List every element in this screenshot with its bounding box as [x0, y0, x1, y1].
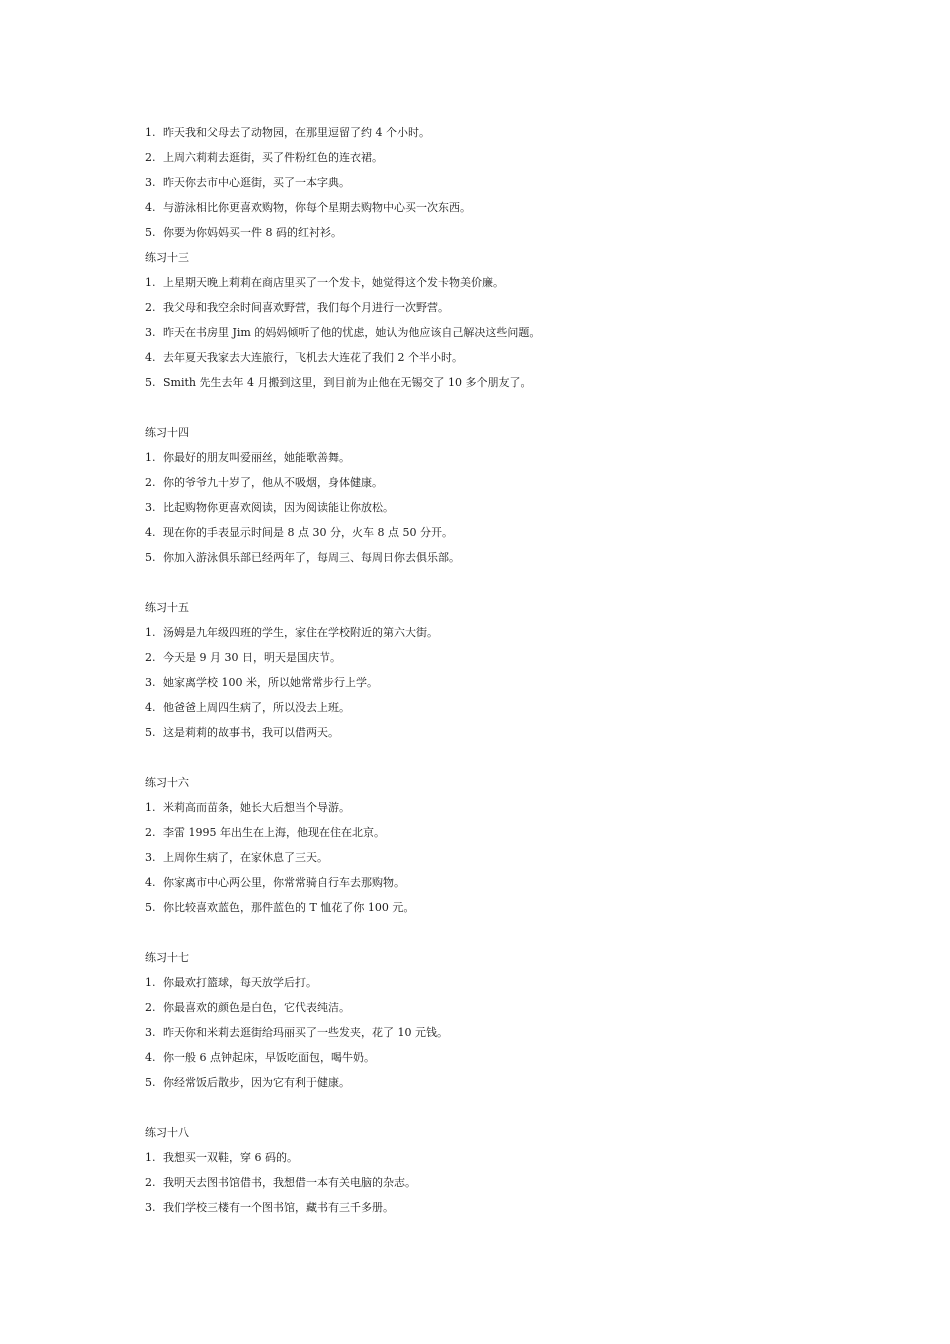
- item-number: 3.: [145, 851, 156, 864]
- item-number: 1.: [145, 976, 156, 989]
- document-page: [145, 120, 845, 1220]
- blank-line: [145, 920, 845, 945]
- item-number: 4.: [145, 701, 156, 714]
- item-text: 你最喜欢的颜色是白色，它代表纯洁。: [163, 1001, 350, 1014]
- item-number: 5.: [145, 226, 156, 239]
- item-number: 3.: [145, 176, 156, 189]
- section-title: 练习十八: [145, 1126, 189, 1139]
- item-number: 2.: [145, 651, 156, 664]
- item-text: 她家离学校 100 米，所以她常常步行上学。: [163, 676, 378, 689]
- list-item: [145, 695, 845, 720]
- item-text: 我想买一双鞋，穿 6 码的。: [163, 1151, 298, 1164]
- item-text: 与游泳相比你更喜欢购物，你每个星期去购物中心买一次东西。: [163, 201, 471, 214]
- item-number: 1.: [145, 801, 156, 814]
- section-title: 练习十六: [145, 776, 189, 789]
- item-text: 去年夏天我家去大连旅行，飞机去大连花了我们 2 个半小时。: [163, 351, 463, 364]
- item-text: 他爸爸上周四生病了，所以没去上班。: [163, 701, 350, 714]
- list-item: [145, 1170, 845, 1195]
- item-text: 我父母和我空余时间喜欢野营，我们每个月进行一次野营。: [163, 301, 449, 314]
- list-item: [145, 1070, 845, 1095]
- item-number: 1.: [145, 276, 156, 289]
- section-title: 练习十三: [145, 251, 189, 264]
- item-text: 上周你生病了，在家休息了三天。: [163, 851, 328, 864]
- item-number: 4.: [145, 876, 156, 889]
- section-title: 练习十七: [145, 951, 189, 964]
- item-number: 1.: [145, 1151, 156, 1164]
- list-item: [145, 1020, 845, 1045]
- item-text: 昨天你去市中心逛街，买了一本字典。: [163, 176, 350, 189]
- item-text: 你经常饭后散步，因为它有利于健康。: [163, 1076, 350, 1089]
- list-item: [145, 870, 845, 895]
- item-number: 1.: [145, 126, 156, 139]
- item-number: 2.: [145, 301, 156, 314]
- blank-line: [145, 1095, 845, 1120]
- list-item: [145, 845, 845, 870]
- list-item: [145, 995, 845, 1020]
- list-item: [145, 120, 845, 145]
- exercise-section: [145, 595, 845, 745]
- item-number: 4.: [145, 1051, 156, 1064]
- item-text: 李雷 1995 年出生在上海，他现在住在北京。: [163, 826, 385, 839]
- list-item: [145, 145, 845, 170]
- list-item: [145, 820, 845, 845]
- item-text: 这是莉莉的故事书，我可以借两天。: [163, 726, 339, 739]
- list-item: [145, 970, 845, 995]
- item-number: 5.: [145, 901, 156, 914]
- item-number: 2.: [145, 826, 156, 839]
- list-item: [145, 345, 845, 370]
- item-text: 今天是 9 月 30 日，明天是国庆节。: [163, 651, 341, 664]
- list-item: [145, 545, 845, 570]
- item-number: 2.: [145, 476, 156, 489]
- item-text: 你一般 6 点钟起床，早饭吃面包，喝牛奶。: [163, 1051, 375, 1064]
- item-number: 1.: [145, 626, 156, 639]
- list-item: [145, 1195, 845, 1220]
- item-number: 2.: [145, 1176, 156, 1189]
- list-item: [145, 470, 845, 495]
- item-text: 你家离市中心两公里，你常常骑自行车去那购物。: [163, 876, 405, 889]
- exercise-section: [145, 245, 845, 395]
- list-item: [145, 495, 845, 520]
- item-text: 你加入游泳俱乐部已经两年了，每周三、每周日你去俱乐部。: [163, 551, 460, 564]
- blank-line: [145, 395, 845, 420]
- item-text: 我们学校三楼有一个图书馆，藏书有三千多册。: [163, 1201, 394, 1214]
- item-number: 5.: [145, 726, 156, 739]
- item-text: 你最欢打篮球，每天放学后打。: [163, 976, 317, 989]
- item-text: 昨天我和父母去了动物园，在那里逗留了约 4 个小时。: [163, 126, 430, 139]
- list-item: [145, 370, 845, 395]
- blank-line: [145, 745, 845, 770]
- item-text: 你要为你妈妈买一件 8 码的红衬衫。: [163, 226, 342, 239]
- item-text: 现在你的手表显示时间是 8 点 30 分，火车 8 点 50 分开。: [163, 526, 453, 539]
- list-item: [145, 270, 845, 295]
- item-number: 4.: [145, 351, 156, 364]
- item-number: 3.: [145, 676, 156, 689]
- list-item: [145, 895, 845, 920]
- item-number: 5.: [145, 551, 156, 564]
- item-number: 4.: [145, 201, 156, 214]
- item-text: 你的爷爷九十岁了，他从不吸烟，身体健康。: [163, 476, 383, 489]
- exercise-section: [145, 1120, 845, 1220]
- item-number: 5.: [145, 1076, 156, 1089]
- item-text: 上周六莉莉去逛街，买了件粉红色的连衣裙。: [163, 151, 383, 164]
- item-text: Smith 先生去年 4 月搬到这里，到目前为止他在无锡交了 10 多个朋友了。: [163, 376, 532, 389]
- exercise-section: [145, 770, 845, 920]
- list-item: [145, 1045, 845, 1070]
- list-item: [145, 520, 845, 545]
- item-number: 2.: [145, 1001, 156, 1014]
- item-text: 汤姆是九年级四班的学生，家住在学校附近的第六大街。: [163, 626, 438, 639]
- list-item: [145, 320, 845, 345]
- exercise-section: [145, 945, 845, 1095]
- item-text: 昨天你和米莉去逛街给玛丽买了一些发夹，花了 10 元钱。: [163, 1026, 448, 1039]
- item-number: 5.: [145, 376, 156, 389]
- list-item: [145, 1145, 845, 1170]
- item-text: 上星期天晚上莉莉在商店里买了一个发卡，她觉得这个发卡物美价廉。: [163, 276, 504, 289]
- section-title: 练习十五: [145, 601, 189, 614]
- item-number: 2.: [145, 151, 156, 164]
- item-text: 你最好的朋友叫爱丽丝，她能歌善舞。: [163, 451, 350, 464]
- list-item: [145, 195, 845, 220]
- list-item: [145, 795, 845, 820]
- list-item: [145, 620, 845, 645]
- list-item: [145, 295, 845, 320]
- item-number: 3.: [145, 326, 156, 339]
- list-item: [145, 645, 845, 670]
- item-text: 我明天去图书馆借书，我想借一本有关电脑的杂志。: [163, 1176, 416, 1189]
- item-number: 3.: [145, 501, 156, 514]
- list-item: [145, 220, 845, 245]
- item-number: 1.: [145, 451, 156, 464]
- list-item: [145, 170, 845, 195]
- item-number: 4.: [145, 526, 156, 539]
- list-item: [145, 670, 845, 695]
- blank-line: [145, 570, 845, 595]
- item-text: 米莉高而苗条，她长大后想当个导游。: [163, 801, 350, 814]
- section-title: 练习十四: [145, 426, 189, 439]
- item-text: 昨天在书房里 Jim 的妈妈倾听了他的忧虑，她认为他应该自己解决这些问题。: [163, 326, 541, 339]
- item-text: 比起购物你更喜欢阅读，因为阅读能让你放松。: [163, 501, 394, 514]
- item-text: 你比较喜欢蓝色，那件蓝色的 T 恤花了你 100 元。: [163, 901, 415, 914]
- list-item: [145, 445, 845, 470]
- item-number: 3.: [145, 1201, 156, 1214]
- exercise-section: [145, 120, 845, 245]
- exercise-section: [145, 420, 845, 570]
- list-item: [145, 720, 845, 745]
- item-number: 3.: [145, 1026, 156, 1039]
